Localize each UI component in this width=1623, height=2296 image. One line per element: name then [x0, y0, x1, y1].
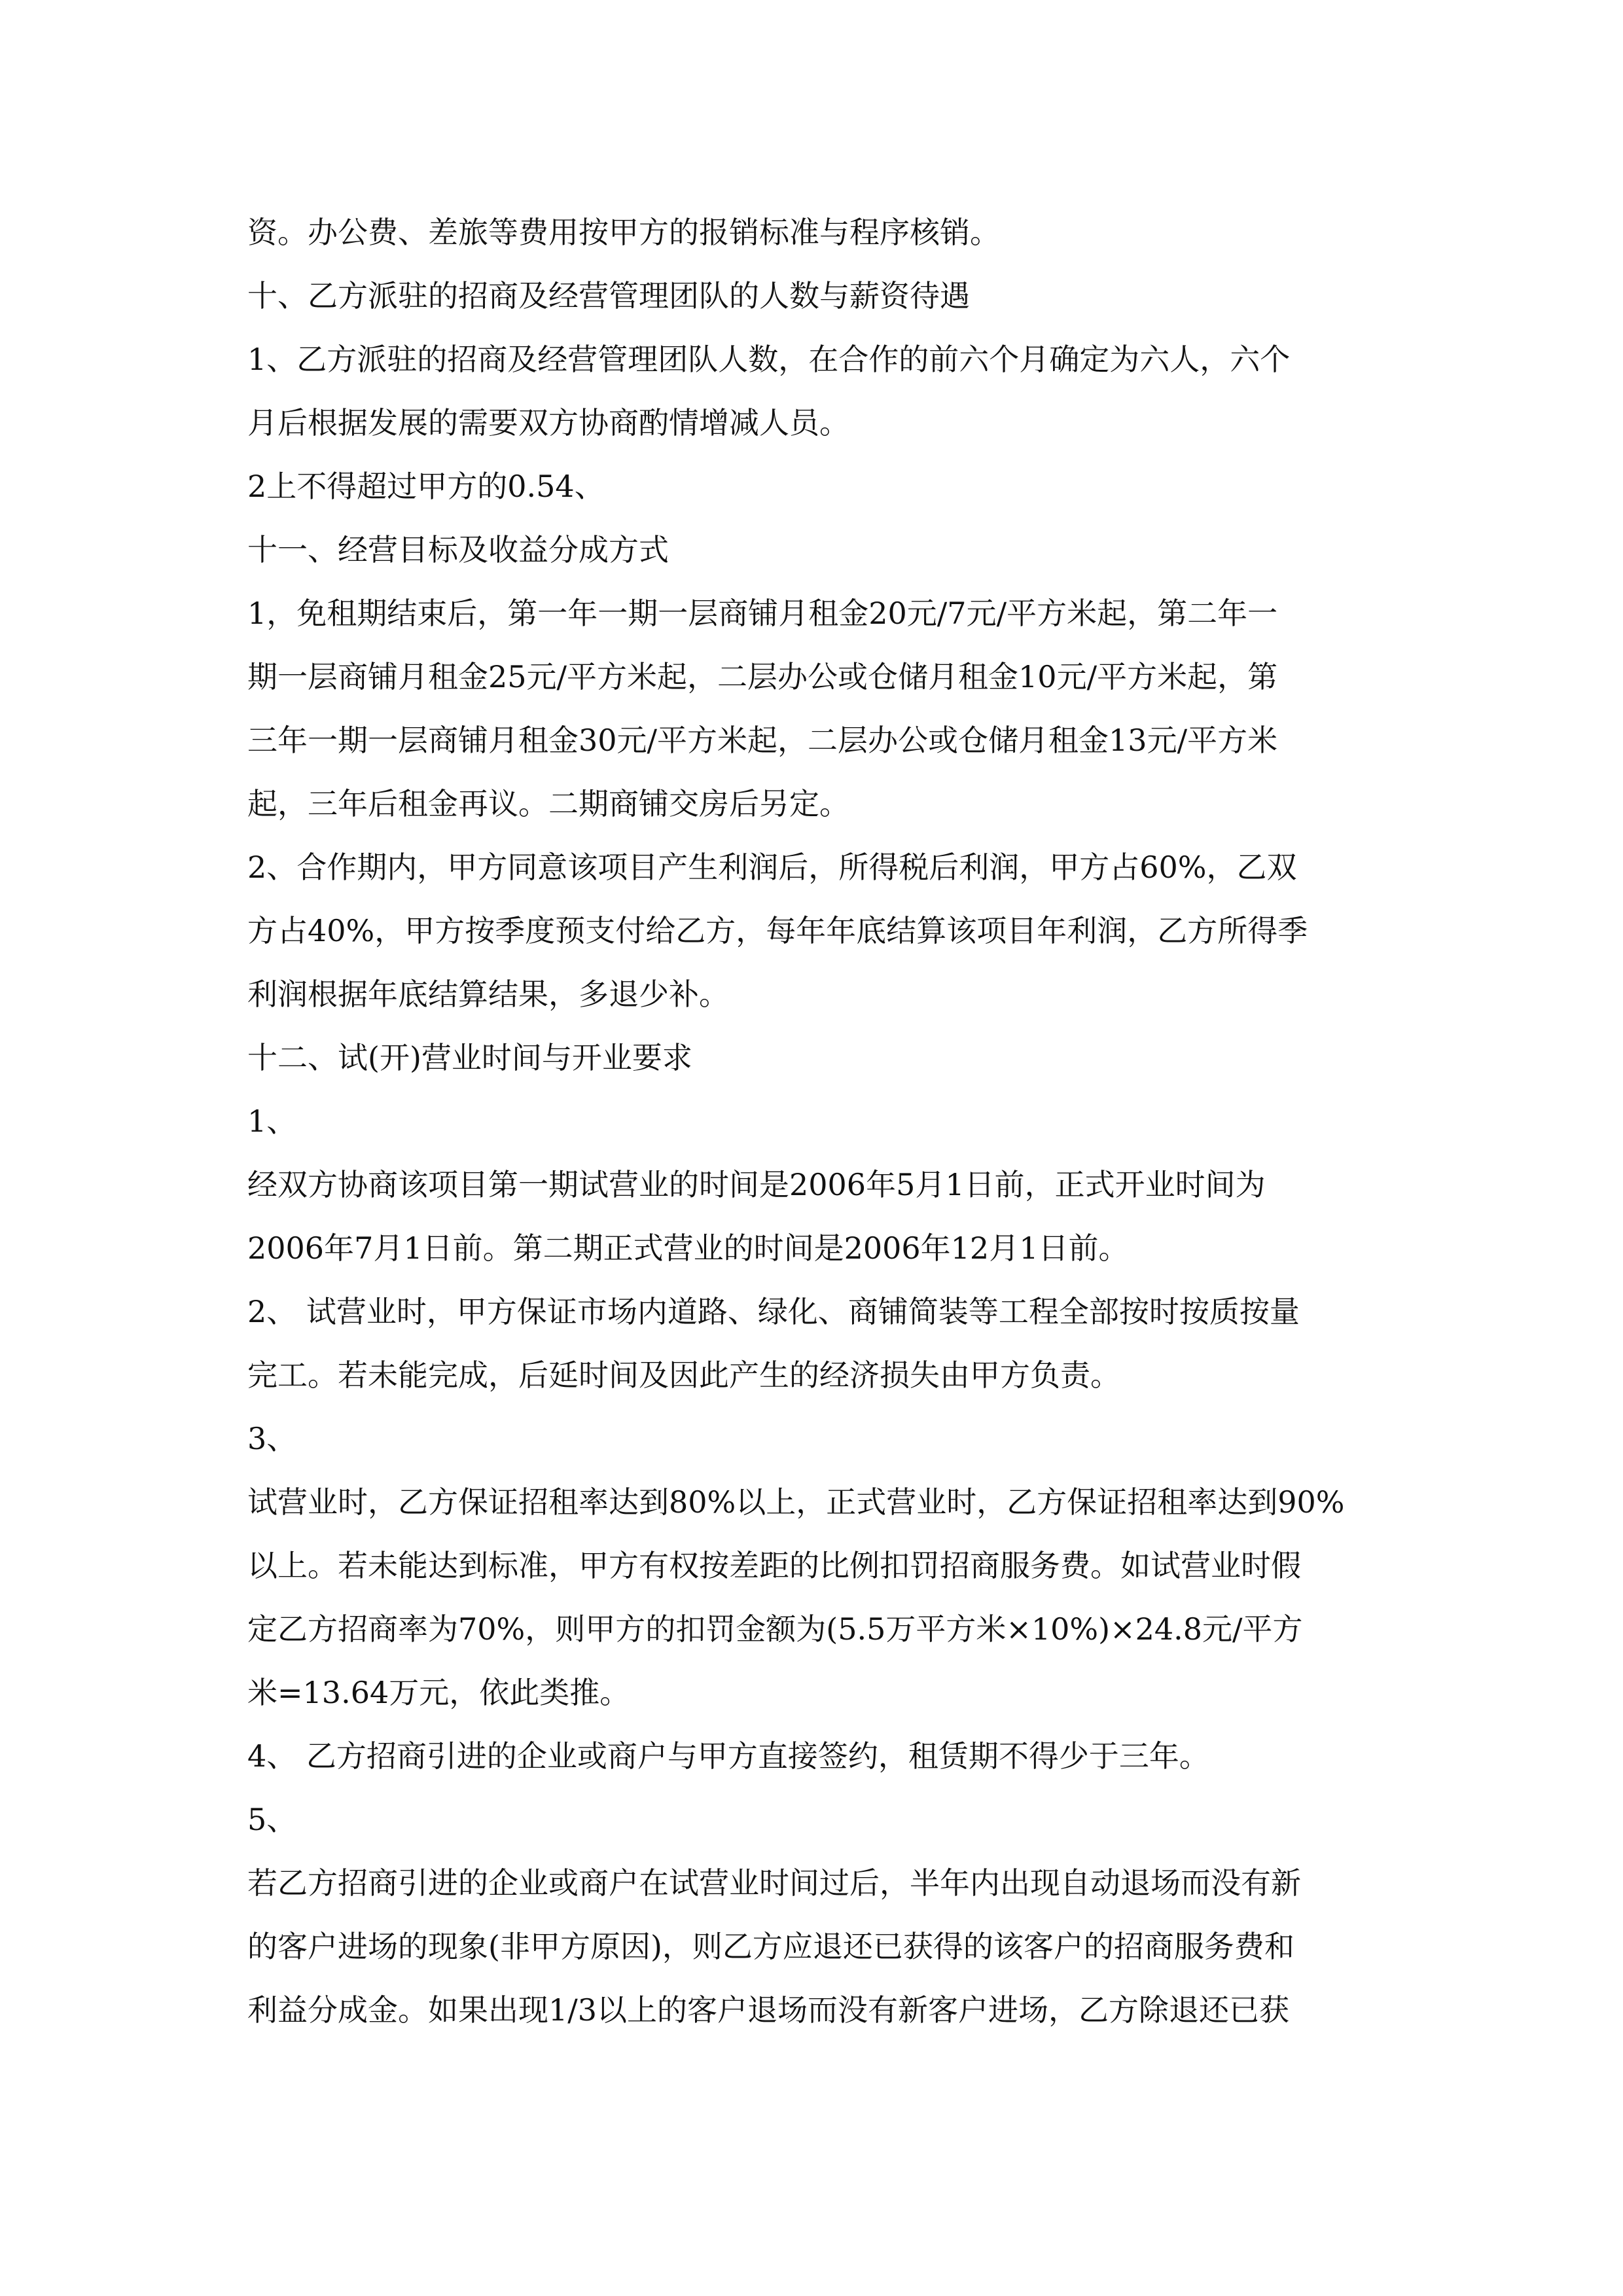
text-line: 的客户进场的现象(非甲方原因)，则乙方应退还已获得的该客户的招商服务费和 [247, 1929, 1294, 1964]
list-number: 1、 [247, 1103, 297, 1139]
text-line: 1，免租期结束后，第一年一期一层商铺月租金20元/7元/平方米起，第二年一 [247, 596, 1278, 631]
section-heading: 十、乙方派驻的招商及经营管理团队的人数与薪资待遇 [247, 278, 970, 314]
text-line: 起，三年后租金再议。二期商铺交房后另定。 [247, 786, 849, 821]
text-line: 2、 试营业时，甲方保证市场内道路、绿化、商铺简装等工程全部按时按质按量 [247, 1294, 1300, 1329]
text-line: 期一层商铺月租金25元/平方米起，二层办公或仓储月租金10元/平方米起，第 [247, 659, 1278, 694]
list-number: 3、 [247, 1421, 297, 1456]
text-line: 方占40%，甲方按季度预支付给乙方，每年年底结算该项目年利润，乙方所得季 [247, 913, 1308, 948]
text-line: 若乙方招商引进的企业或商户在试营业时间过后，半年内出现自动退场而没有新 [247, 1865, 1301, 1901]
text-line: 定乙方招商率为70%，则甲方的扣罚金额为(5.5万平方米×10%)×24.8元/平方 [247, 1611, 1303, 1647]
text-line: 2上不得超过甲方的0.54、 [247, 469, 605, 504]
text-line: 4、 乙方招商引进的企业或商户与甲方直接签约，租赁期不得少于三年。 [247, 1738, 1209, 1774]
text-line: 2006年7月1日前。第二期正式营业的时间是2006年12月1日前。 [247, 1230, 1129, 1266]
section-heading: 十二、试(开)营业时间与开业要求 [247, 1040, 692, 1075]
text-line: 完工。若未能完成，后延时间及因此产生的经济损失由甲方负责。 [247, 1357, 1120, 1393]
text-line: 试营业时，乙方保证招租率达到80%以上，正式营业时，乙方保证招租率达到90% [247, 1484, 1345, 1520]
text-line: 1、乙方派驻的招商及经营管理团队人数，在合作的前六个月确定为六人，六个 [247, 342, 1291, 377]
list-number: 5、 [247, 1802, 297, 1837]
text-line: 经双方协商该项目第一期试营业的时间是2006年5月1日前，正式开业时间为 [247, 1167, 1266, 1202]
section-heading: 十一、经营目标及收益分成方式 [247, 532, 669, 567]
text-line: 利益分成金。如果出现1/3以上的客户退场而没有新客户进场，乙方除退还已获 [247, 1992, 1290, 2028]
text-line: 以上。若未能达到标准，甲方有权按差距的比例扣罚招商服务费。如试营业时假 [247, 1548, 1301, 1583]
text-line: 资。办公费、差旅等费用按甲方的报销标准与程序核销。 [247, 215, 1000, 250]
text-line: 2、合作期内，甲方同意该项目产生利润后，所得税后利润，甲方占60%，乙双 [247, 850, 1297, 885]
text-line: 米=13.64万元，依此类推。 [247, 1675, 630, 1710]
text-line: 利润根据年底结算结果，多退少补。 [247, 977, 729, 1012]
text-line: 月后根据发展的需要双方协商酌情增减人员。 [247, 405, 849, 440]
text-line: 三年一期一层商铺月租金30元/平方米起，二层办公或仓储月租金13元/平方米 [247, 723, 1278, 758]
